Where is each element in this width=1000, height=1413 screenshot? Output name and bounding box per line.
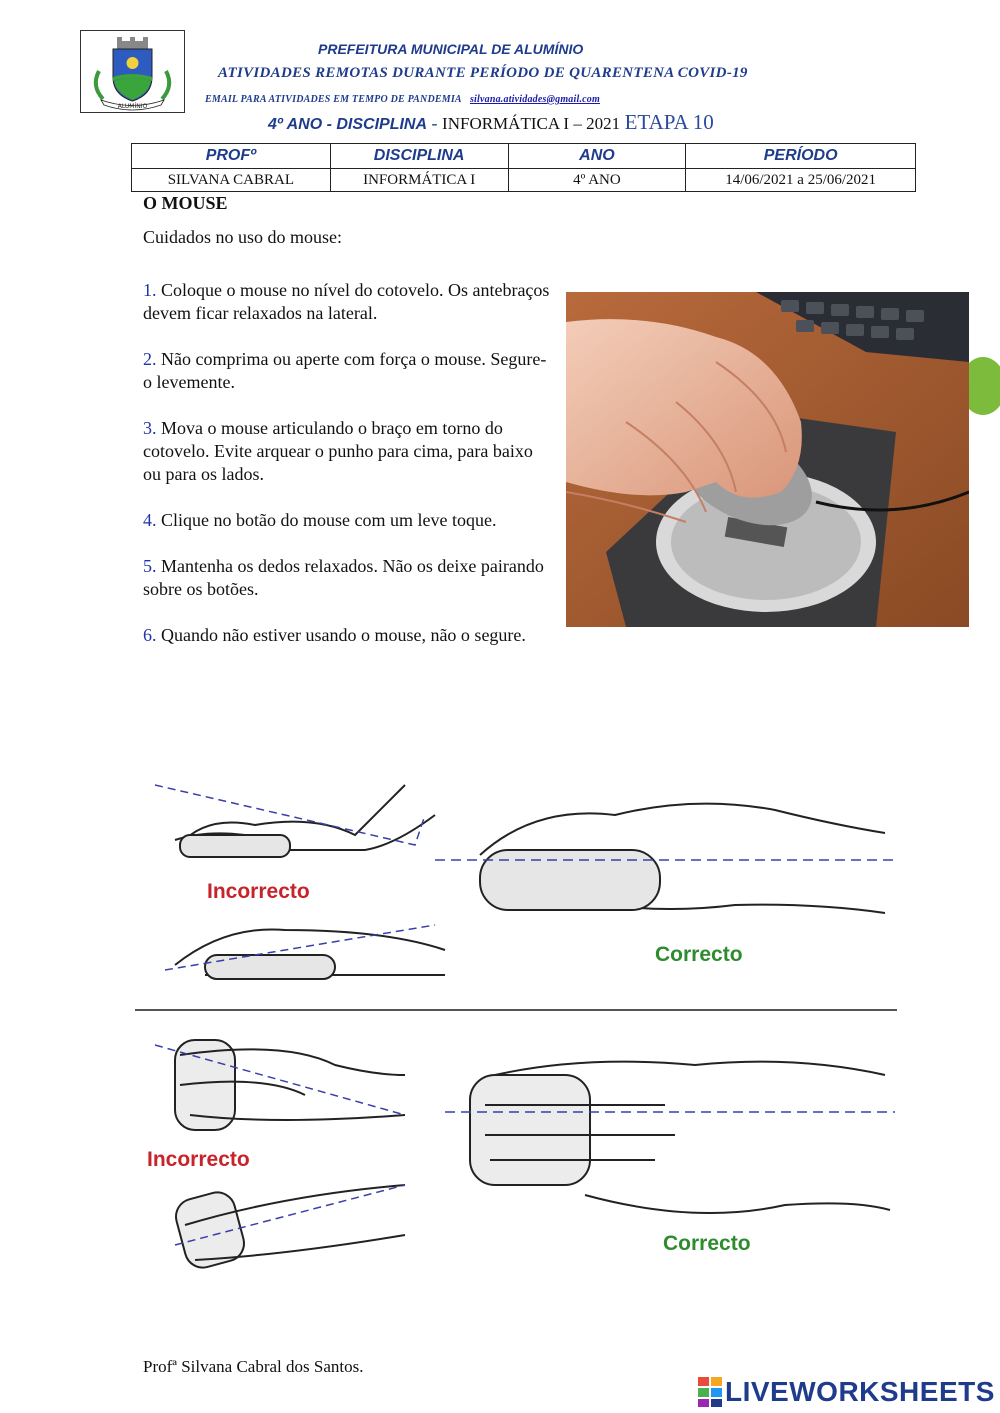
tip-text: Não comprima ou aperte com força o mouse. Segure-o levemente. (143, 349, 547, 392)
incorrect-label-bottom: Incorrecto (147, 1148, 250, 1171)
section-title: O MOUSE (143, 193, 228, 213)
tip-text: Mantenha os dedos relaxados. Não os deixe pairando sobre os botões. (143, 556, 544, 599)
tip-number: 6. (143, 625, 157, 645)
header-period: PERÍODO (686, 144, 916, 169)
brand-name: LIVEWORKSHEETS (725, 1376, 995, 1407)
email-label: EMAIL PARA ATIVIDADES EM TEMPO DE PANDEMIA (205, 94, 462, 105)
list-item (143, 624, 553, 647)
tip-number: 5. (143, 556, 157, 576)
tip-number: 3. (143, 418, 157, 438)
list-item (143, 279, 553, 325)
email-line (205, 94, 600, 105)
tip-text: Coloque o mouse no nível do cotovelo. Os antebraços devem ficar relaxados na lateral. (143, 280, 550, 323)
list-item (143, 348, 553, 394)
cell-teacher: SILVANA CABRAL (132, 169, 331, 192)
correct-label-bottom: Correcto (663, 1232, 751, 1255)
list-item (143, 555, 553, 601)
crest-banner-text: ALUMÍNIO (117, 103, 148, 110)
liveworksheets-icon (698, 1377, 722, 1407)
grade-subject-line (268, 110, 714, 135)
stage-label: ETAPA 10 (624, 110, 714, 134)
tip-text: Clique no botão do mouse com um leve toque. (161, 510, 497, 530)
subject-name: INFORMÁTICA I – 2021 (442, 114, 621, 133)
tip-text: Quando não estiver usando o mouse, não o segure. (161, 625, 526, 645)
info-table (131, 143, 916, 192)
header-year: ANO (508, 144, 686, 169)
tip-number: 4. (143, 510, 157, 530)
section-intro: Cuidados no uso do mouse: (143, 227, 343, 247)
tip-text: Mova o mouse articulando o braço em torno do cotovelo. Evite arquear o punho para cima, para baixo ou para os lados. (143, 418, 533, 484)
brand-logo[interactable] (698, 1376, 995, 1408)
header-teacher: PROFº (132, 144, 331, 169)
header-discipline: DISCIPLINA (330, 144, 508, 169)
grade-discipline: 4º ANO - DISCIPLINA (268, 116, 428, 133)
hand-on-mouse-photo (566, 292, 969, 627)
cell-discipline: INFORMÁTICA I (330, 169, 508, 192)
cell-period: 14/06/2021 a 25/06/2021 (686, 169, 916, 192)
table-header-row (132, 144, 916, 169)
list-item (143, 417, 553, 486)
municipal-crest (80, 30, 185, 113)
email-link[interactable]: silvana.atividades@gmail.com (469, 94, 600, 105)
table-row (132, 169, 916, 192)
correct-label-top: Correcto (655, 943, 743, 966)
activities-title: ATIVIDADES REMOTAS DURANTE PERÍODO DE QUARENTENA COVID-19 (218, 65, 748, 81)
tip-number: 2. (143, 349, 157, 369)
posture-diagram (135, 755, 897, 1285)
list-item (143, 509, 553, 532)
municipality-title: PREFEITURA MUNICIPAL DE ALUMÍNIO (318, 41, 584, 57)
separator-dash: - (431, 113, 438, 133)
tip-number: 1. (143, 280, 157, 300)
author-signature: Profª Silvana Cabral dos Santos. (143, 1357, 364, 1376)
tips-list (143, 279, 553, 670)
incorrect-label-top: Incorrecto (207, 880, 310, 903)
cell-year: 4º ANO (508, 169, 686, 192)
